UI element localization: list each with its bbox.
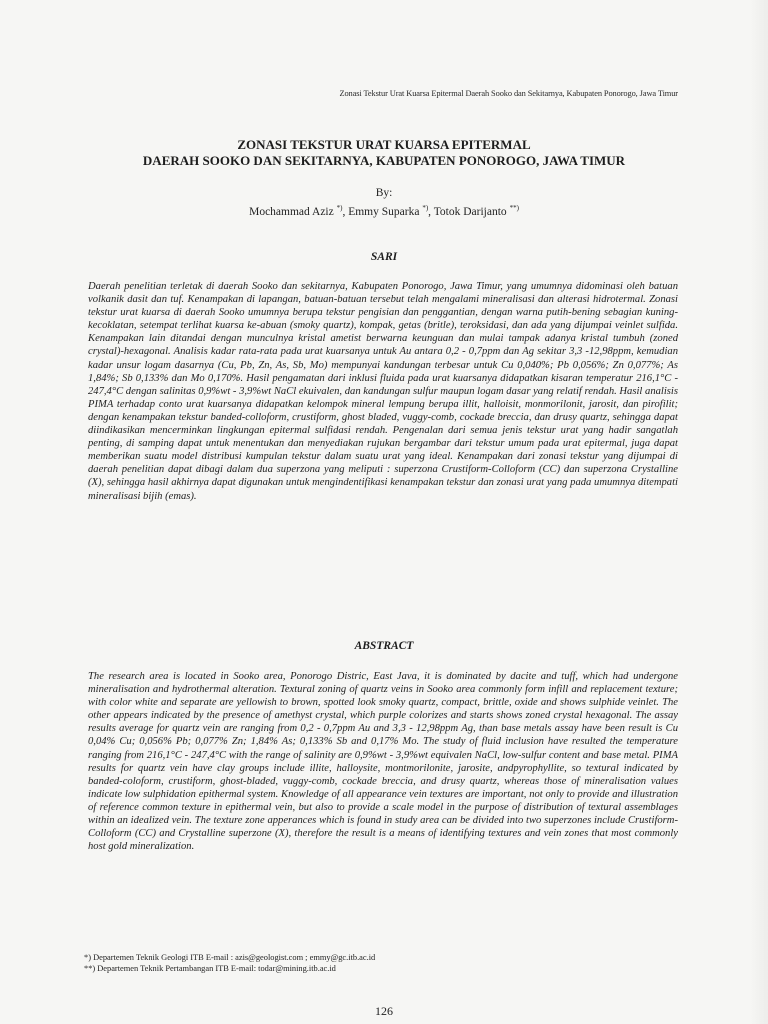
footnotes bbox=[84, 952, 684, 974]
paper-title-line-2: DAERAH SOOKO DAN SEKITARNYA, KABUPATEN PONOROGO, JAWA TIMUR bbox=[142, 153, 626, 168]
running-header: Zonasi Tekstur Urat Kuarsa Epitermal Daerah Sooko dan Sekitarnya, Kabupaten Ponorogo, Jawa Timur bbox=[339, 89, 678, 98]
by-label: By: bbox=[375, 187, 393, 199]
paper-title-line-1: ZONASI TEKSTUR URAT KUARSA EPITERMAL bbox=[237, 137, 531, 152]
page-number: 126 bbox=[375, 1004, 393, 1018]
footnote-2: **) Departemen Teknik Pertambangan ITB E-mail: todar@mining.itb.ac.id bbox=[84, 964, 336, 973]
sari-heading: SARI bbox=[370, 251, 398, 263]
footnote-1: *) Departemen Teknik Geologi ITB E-mail : azis@geologist.com ; emmy@gc.itb.ac.id bbox=[84, 953, 376, 962]
author-name: Emmy Suparka bbox=[348, 205, 420, 218]
byline bbox=[0, 186, 768, 220]
paper-title bbox=[0, 137, 768, 169]
sari-paragraph: Daerah penelitian terletak di daerah Sooko dan sekitarnya, Kabupaten Ponorogo, Jawa Timur, yang umumnya didominasi oleh batuan volkanik dasit dan tuf. Kenampakan di lapangan, batuan-batuan tersebut telah mengalami mineralisasi dan alterasi hidrotermal. Zonasi tekstur urat kuarsa di daerah Sooko umumnya berupa tekstur pengisian dan penggantian, dengan warna putih-bening sebagian kuning-kecoklatan, setempat terlihat kuarsa ke-abuan (smoky quartz), kompak, getas (britle), teroksidasi, dan ada yang dijumpai veinlet sulfida. Kenampakan lain ditandai dengan munculnya kristal ametist berwarna keunguan dan mulai tampak adanya kristal tumbuh (zoned crystal)-hexagonal. Analisis kadar rata-rata pada urat kuarsanya untuk Au antara 0,2 - 0,7ppm dan Ag sekitar 3,3 -12,98ppm, kemudian kadar unsur logam dasarnya (Cu, Pb, Zn, As, Sb, Mo) mempunyai kandungan terbesar untuk Cu 0,040%; Pb 0,056%; Zn 0,077%; As 1,84%; Sb 0,133% dan Mo 0,170%. Hasil pengamatan dari inklusi fluida pada urat kuarsanya didapatkan kisaran temperatur 216,1°C - 247,4°C dengan salinitas 0,9%wt - 3,9%wt NaCl ekuivalen, dan kandungan sulfur maupun logam dasar yang relatif rendah. Hasil analisis PIMA terhadap conto urat kuarsanya didapatkan kelompok mineral lempung berupa illit, halloisit, monmorilonit, jarosit, dan pirofilit; dengan kenampakan tekstur banded-colloform, crustiform, ghost bladed, vuggy-comb, cockade breccia, dan drusy quartz, sehingga dapat diindikasikan mencerminkan lingkungan epitermal sulfidasi rendah. Pengenalan dari semua jenis tekstur urat yang hadir sangatlah penting, di samping dapat untuk menentukan dan menyediakan rujukan bergambar dari tekstur umum pada urat epitermal, juga dapat memberikan suatu model distribusi kumpulan tekstur dalam suatu urat yang ideal. Kenampakan dari zonasi tekstur yang dijumpai di daerah penelitian dapat dibagi dalam dua superzona yang meliputi : superzona Crustiform-Colloform (CC) dan superzona Crystalline (X), sehingga hasil akhirnya dapat digunakan untuk mengindentifikasi kenampakan tekstur dan zonasi urat yang pada umumnya ditempati mineralisasi bijih (emas). bbox=[88, 281, 678, 502]
abstract-heading: ABSTRACT bbox=[354, 640, 414, 652]
author-affiliation-mark: **) bbox=[509, 204, 519, 212]
author-affiliation-mark: *) bbox=[336, 204, 343, 212]
author-list: Mochammad Aziz *), Emmy Suparka *), Totok Darijanto **) bbox=[249, 204, 519, 218]
author-name: Mochammad Aziz bbox=[249, 205, 334, 218]
scan-edge-shadow bbox=[750, 0, 768, 1024]
author-affiliation-mark: *) bbox=[422, 204, 429, 212]
abstract-paragraph: The research area is located in Sooko area, Ponorogo Distric, East Java, it is dominated by dacite and tuff, which had undergone mineralisation and hydrothermal alteration. Textural zoning of quartz veins in Sooko area commonly form infill and replacement texture; with color white and separate are yellowish to brown, spotted look smoky quartz, compact, brittle, oxide and shows sulphide veinlet. The other appears indicated by the presence of amethyst crystal, which purple colorizes and starts shows zoned crystal hexagonal. The assay results average for quartz vein are ranging from 0,2 - 0,7ppm Au and 3,3 - 12,98ppm Ag, than base metals assay have been result is Cu 0,04% Cu; 0,056% Pb; 0,077% Zn; 1,84% As; 0,133% Sb and 0,17% Mo. The study of fluid inclusion have resulted the temperature ranging from 216,1°C - 247,4°C with the range of salinity are 0,9%wt - 3,9%wt equivalen NaCl, low-sulfur content and base metal. PIMA results for quartz vein have clay groups include illite, halloysite, montmorilonite, jarosite, andpyrophyllite, so textural indicated by banded-coloform, crustiform, ghost-bladed, vuggy-comb, cockade breccia, and drusy quartz, whereas those of mineralisation values indicate low sulphidation epithermal system. Knowledge of all appearance vein textures are important, not only to provide and illustration of reference common texture in epithermal vein, but also to provide a scale model in the purpose of distribution of textural assemblages within an idealized vein. The texture zone apperances which is found in study area can be divided into two superzones include Crustiform-Colloform (CC) and Crystalline superzone (X), therefore the result is a means of identifying textures and vein zones that most commonly host gold mineralization. bbox=[88, 671, 678, 853]
author-name: Totok Darijanto bbox=[433, 205, 507, 218]
